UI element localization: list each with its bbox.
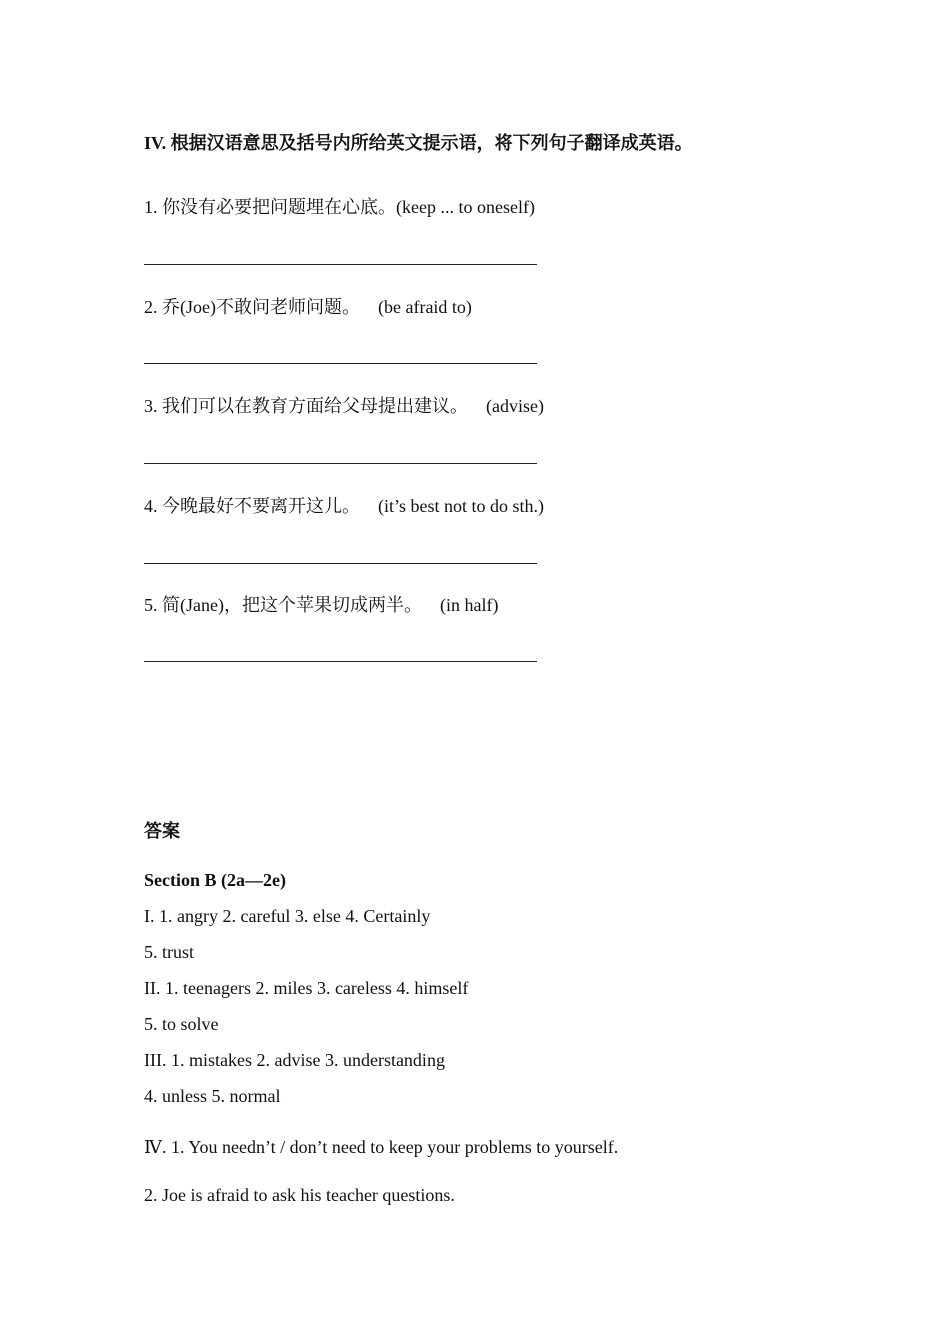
answer-line: 5. to solve [144,1014,219,1034]
answer-blank-1[interactable] [144,264,537,265]
answer-line: I. 1. angry 2. careful 3. else 4. Certainly [144,906,431,926]
answer-line: 5. trust [144,942,195,962]
question-5 [144,596,498,614]
answer-blank-3[interactable] [144,463,537,464]
answers-title: 答案 [144,821,180,841]
question-4-hint: (it’s best not to do sth.) [378,496,544,516]
answer-blank-4[interactable] [144,563,537,564]
answer-blank-5[interactable] [144,661,537,662]
answer-line: 2. Joe is afraid to ask his teacher questions. [144,1185,455,1205]
question-2-text: 2. 乔(Joe)不敢问老师问题。 [144,297,360,317]
answer-line: II. 1. teenagers 2. miles 3. careless 4. himself [144,978,469,998]
question-3 [144,397,544,415]
answer-blank-2[interactable] [144,363,537,364]
exercise-heading: IV. 根据汉语意思及括号内所给英文提示语，将下列句子翻译成英语。 [144,133,693,153]
question-5-hint: (in half) [439,595,499,615]
answers-section: Section B (2a—2e) [144,870,286,890]
question-4-text: 4. 今晚最好不要离开这儿。 [144,496,360,516]
answer-line: III. 1. mistakes 2. advise 3. understanding [144,1050,445,1070]
question-4 [144,497,544,515]
question-1: 1. 你没有必要把问题埋在心底。(keep ... to oneself) [144,197,535,217]
question-2 [144,298,472,316]
answer-line: Ⅳ. 1. You needn’t / don’t need to keep your problems to yourself. [144,1137,619,1157]
question-2-hint: (be afraid to) [377,297,472,317]
question-5-text: 5. 简(Jane)，把这个苹果切成两半。 [144,595,422,615]
question-3-hint: (advise) [486,396,544,416]
question-3-text: 3. 我们可以在教育方面给父母提出建议。 [144,396,468,416]
answer-line: 4. unless 5. normal [144,1086,281,1106]
